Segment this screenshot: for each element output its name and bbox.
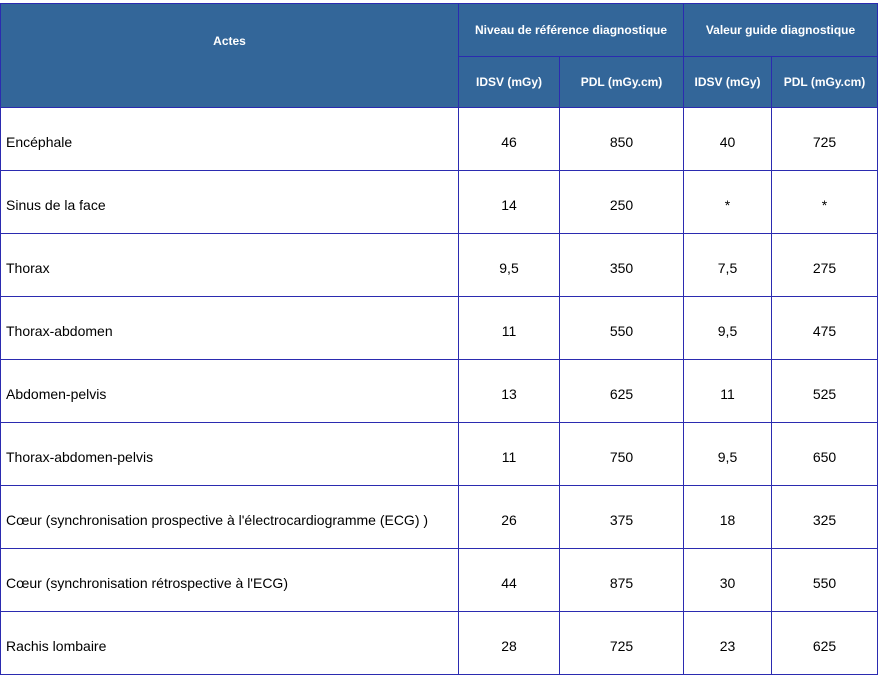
cell-vgd-pdl: 550 bbox=[772, 549, 878, 612]
header-vgd-idsv: IDSV (mGy) bbox=[684, 57, 772, 108]
cell-acte: Sinus de la face bbox=[1, 171, 459, 234]
cell-ndr-pdl: 850 bbox=[560, 108, 684, 171]
cell-vgd-idsv: 18 bbox=[684, 486, 772, 549]
cell-vgd-pdl: 525 bbox=[772, 360, 878, 423]
table-row bbox=[1, 486, 878, 549]
cell-ndr-pdl: 875 bbox=[560, 549, 684, 612]
table-row bbox=[1, 171, 878, 234]
table-row bbox=[1, 108, 878, 171]
cell-ndr-pdl: 250 bbox=[560, 171, 684, 234]
table-row bbox=[1, 612, 878, 675]
cell-vgd-pdl: 275 bbox=[772, 234, 878, 297]
table-row bbox=[1, 549, 878, 612]
cell-acte: Encéphale bbox=[1, 108, 459, 171]
cell-acte: Cœur (synchronisation rétrospective à l'ECG) bbox=[1, 549, 459, 612]
cell-vgd-pdl: 475 bbox=[772, 297, 878, 360]
header-actes: Actes bbox=[1, 4, 459, 108]
cell-acte: Thorax-abdomen bbox=[1, 297, 459, 360]
header-group-vgd: Valeur guide diagnostique bbox=[684, 4, 878, 57]
cell-ndr-pdl: 350 bbox=[560, 234, 684, 297]
table-header bbox=[1, 4, 878, 108]
table-row bbox=[1, 423, 878, 486]
reference-levels-table bbox=[0, 3, 878, 675]
cell-ndr-idsv: 44 bbox=[459, 549, 560, 612]
cell-ndr-idsv: 46 bbox=[459, 108, 560, 171]
cell-ndr-idsv: 9,5 bbox=[459, 234, 560, 297]
cell-vgd-idsv: 7,5 bbox=[684, 234, 772, 297]
cell-ndr-idsv: 26 bbox=[459, 486, 560, 549]
cell-vgd-pdl: 725 bbox=[772, 108, 878, 171]
cell-vgd-pdl: 325 bbox=[772, 486, 878, 549]
cell-acte: Abdomen-pelvis bbox=[1, 360, 459, 423]
cell-acte: Thorax bbox=[1, 234, 459, 297]
cell-vgd-pdl: * bbox=[772, 171, 878, 234]
cell-vgd-idsv: 11 bbox=[684, 360, 772, 423]
cell-ndr-pdl: 550 bbox=[560, 297, 684, 360]
header-ndr-pdl: PDL (mGy.cm) bbox=[560, 57, 684, 108]
cell-ndr-idsv: 11 bbox=[459, 297, 560, 360]
cell-vgd-idsv: 9,5 bbox=[684, 423, 772, 486]
cell-ndr-idsv: 13 bbox=[459, 360, 560, 423]
table-row bbox=[1, 297, 878, 360]
header-row-top bbox=[1, 4, 878, 57]
header-vgd-pdl: PDL (mGy.cm) bbox=[772, 57, 878, 108]
cell-acte: Thorax-abdomen-pelvis bbox=[1, 423, 459, 486]
cell-vgd-idsv: * bbox=[684, 171, 772, 234]
cell-ndr-idsv: 14 bbox=[459, 171, 560, 234]
cell-ndr-idsv: 11 bbox=[459, 423, 560, 486]
cell-vgd-idsv: 23 bbox=[684, 612, 772, 675]
cell-acte: Cœur (synchronisation prospective à l'électrocardiogramme (ECG) ) bbox=[1, 486, 459, 549]
cell-ndr-pdl: 375 bbox=[560, 486, 684, 549]
cell-vgd-pdl: 650 bbox=[772, 423, 878, 486]
table-row bbox=[1, 234, 878, 297]
cell-ndr-pdl: 725 bbox=[560, 612, 684, 675]
cell-ndr-pdl: 625 bbox=[560, 360, 684, 423]
cell-vgd-idsv: 9,5 bbox=[684, 297, 772, 360]
cell-vgd-pdl: 625 bbox=[772, 612, 878, 675]
cell-ndr-idsv: 28 bbox=[459, 612, 560, 675]
cell-vgd-idsv: 30 bbox=[684, 549, 772, 612]
cell-vgd-idsv: 40 bbox=[684, 108, 772, 171]
table-row bbox=[1, 360, 878, 423]
header-group-ndr: Niveau de référence diagnostique bbox=[459, 4, 684, 57]
cell-acte: Rachis lombaire bbox=[1, 612, 459, 675]
cell-ndr-pdl: 750 bbox=[560, 423, 684, 486]
header-ndr-idsv: IDSV (mGy) bbox=[459, 57, 560, 108]
table-body bbox=[1, 108, 878, 675]
